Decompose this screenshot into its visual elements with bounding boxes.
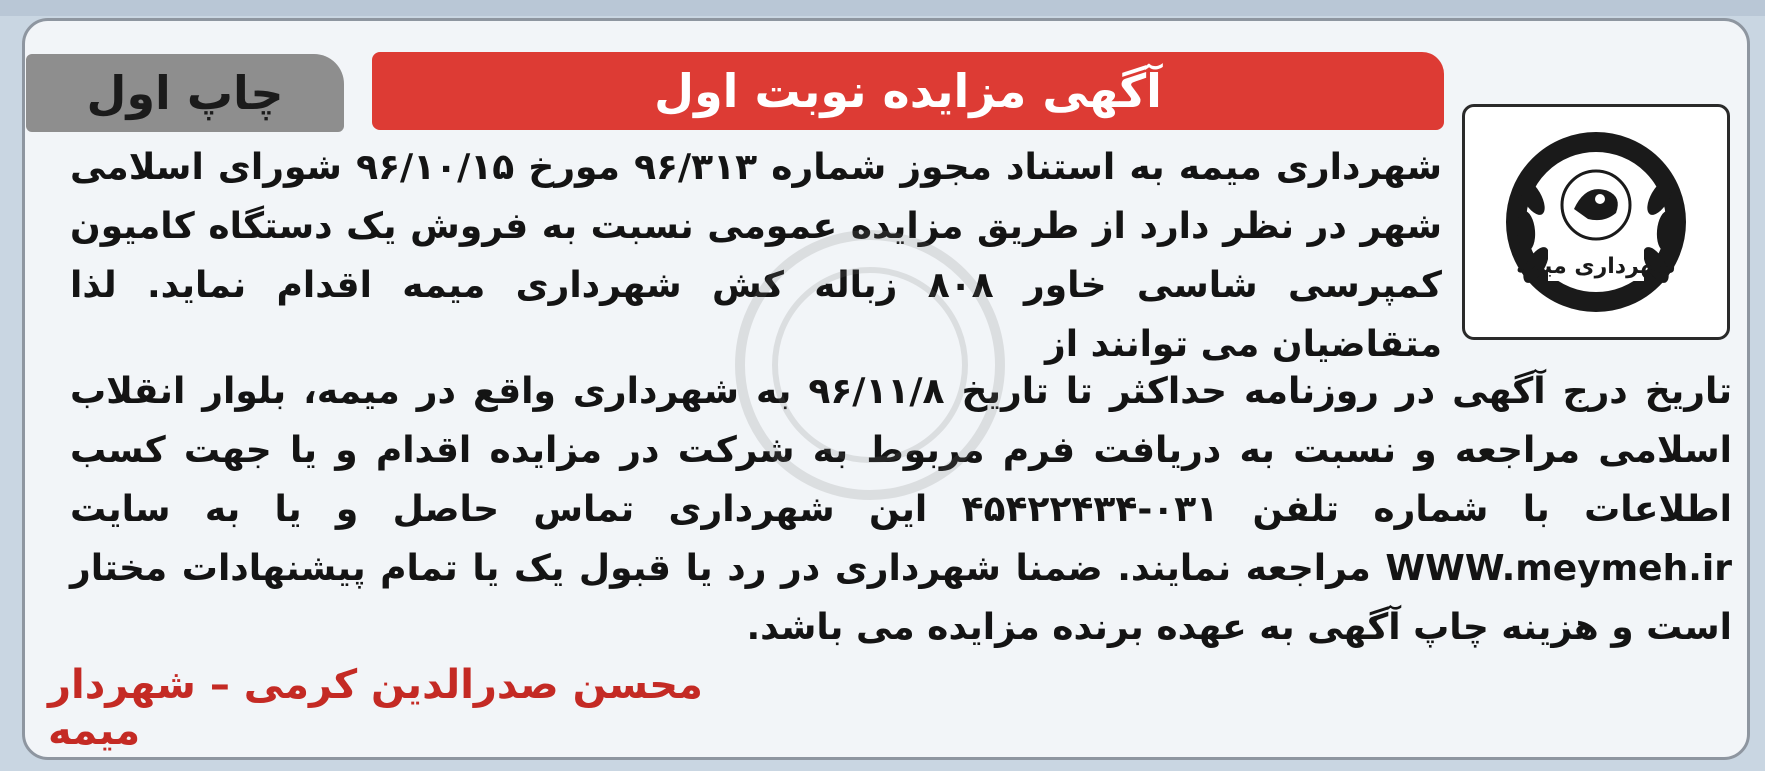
watermark-stamp-icon — [660, 200, 1080, 530]
edition-badge — [26, 54, 344, 132]
logo-caption: شهرداری میمه — [1516, 254, 1676, 279]
edition-label: چاپ اول — [86, 66, 284, 120]
logo-box — [1462, 104, 1730, 340]
page-background-strip — [0, 0, 1765, 16]
notice-paragraph-1: شهرداری میمه به استناد مجوز شماره ۹۶/۳۱۳ مورخ ۹۶/۱۰/۱۵ شورای اسلامی شهر در نظر دارد از طریق مزایده عمومی نسبت به فروش یک دستگاه کامیون کمپرسی شاسی خاور ۸۰۸ زباله کش شهرداری میمه اقدام نماید. لذا متقاضیان می توانند از — [70, 147, 1442, 365]
signature-line: محسن صدرالدین کرمی – شهردار میمه — [48, 662, 703, 754]
notice-paragraph-2: تاریخ درج آگهی در روزنامه حداکثر تا تاریخ ۹۶/۱۱/۸ به شهرداری واقع در میمه، بلوار انقلاب اسلامی مراجعه و نسبت به دریافت فرم مربوط به شرکت در مزایده اقدام و یا جهت کسب اطلاعات با شماره تلفن ۰۳۱-۴۵۴۲۲۴۳۴ این شهرداری تماس حاصل و یا به سایت WWW.meymeh.ir مراجعه نمایند. ضمنا شهرداری در رد یا قبول یک یا تمام پیشنهادات مختار است و هزینه چاپ آگهی به عهده برنده مزایده می باشد. — [70, 371, 1733, 648]
title-banner — [372, 52, 1444, 130]
municipality-emblem-icon — [1496, 127, 1696, 317]
notice-title: آگهی مزایده نوبت اول — [654, 64, 1162, 118]
